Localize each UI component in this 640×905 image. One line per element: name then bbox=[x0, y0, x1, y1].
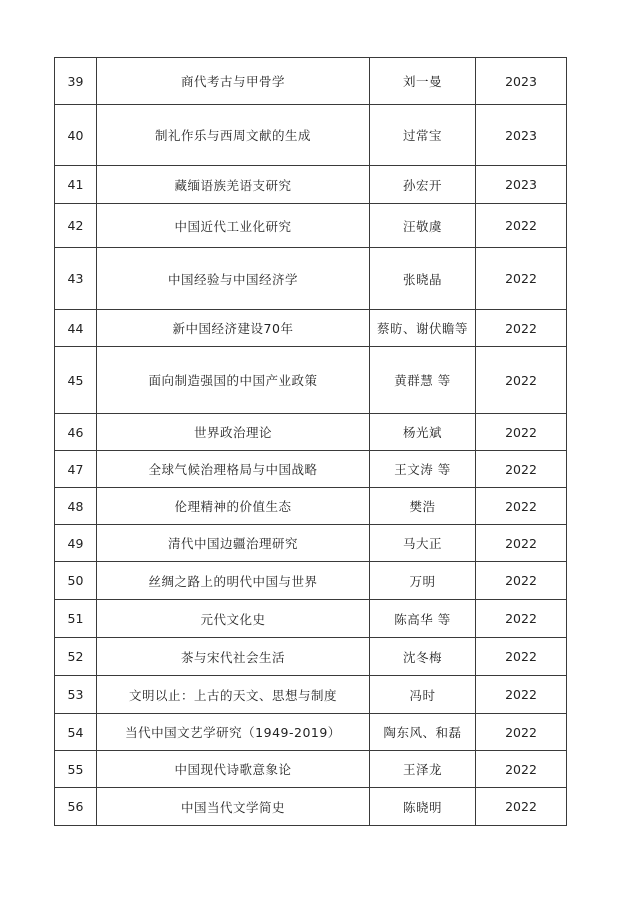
book-year: 2022 bbox=[476, 562, 567, 600]
table-row bbox=[55, 600, 567, 638]
table-row bbox=[55, 788, 567, 826]
book-title: 文明以止：上古的天文、思想与制度 bbox=[97, 676, 370, 714]
row-number: 50 bbox=[55, 562, 97, 600]
table-row bbox=[55, 310, 567, 347]
table-row bbox=[55, 347, 567, 414]
book-author: 王泽龙 bbox=[370, 751, 476, 788]
book-year: 2022 bbox=[476, 414, 567, 451]
book-year: 2022 bbox=[476, 788, 567, 826]
book-year: 2022 bbox=[476, 451, 567, 488]
book-title: 世界政治理论 bbox=[97, 414, 370, 451]
book-title: 中国现代诗歌意象论 bbox=[97, 751, 370, 788]
table-row bbox=[55, 248, 567, 310]
row-number: 54 bbox=[55, 714, 97, 751]
book-author: 张晓晶 bbox=[370, 248, 476, 310]
book-year: 2022 bbox=[476, 600, 567, 638]
row-number: 55 bbox=[55, 751, 97, 788]
table-row bbox=[55, 751, 567, 788]
book-author: 陈高华 等 bbox=[370, 600, 476, 638]
book-year: 2022 bbox=[476, 310, 567, 347]
table-row bbox=[55, 166, 567, 204]
book-author: 汪敬虞 bbox=[370, 204, 476, 248]
book-title: 面向制造强国的中国产业政策 bbox=[97, 347, 370, 414]
book-author: 万明 bbox=[370, 562, 476, 600]
book-title: 元代文化史 bbox=[97, 600, 370, 638]
book-author: 冯时 bbox=[370, 676, 476, 714]
book-year: 2022 bbox=[476, 751, 567, 788]
book-year: 2023 bbox=[476, 58, 567, 105]
book-year: 2022 bbox=[476, 638, 567, 676]
book-title: 中国近代工业化研究 bbox=[97, 204, 370, 248]
book-year: 2022 bbox=[476, 488, 567, 525]
book-title: 全球气候治理格局与中国战略 bbox=[97, 451, 370, 488]
row-number: 41 bbox=[55, 166, 97, 204]
book-author: 蔡昉、谢伏瞻等 bbox=[370, 310, 476, 347]
book-year: 2022 bbox=[476, 248, 567, 310]
book-author: 陈晓明 bbox=[370, 788, 476, 826]
book-title: 商代考古与甲骨学 bbox=[97, 58, 370, 105]
book-title: 中国经验与中国经济学 bbox=[97, 248, 370, 310]
row-number: 40 bbox=[55, 105, 97, 166]
book-year: 2023 bbox=[476, 166, 567, 204]
row-number: 42 bbox=[55, 204, 97, 248]
book-title: 新中国经济建设70年 bbox=[97, 310, 370, 347]
book-year: 2022 bbox=[476, 714, 567, 751]
table-row bbox=[55, 488, 567, 525]
book-author: 沈冬梅 bbox=[370, 638, 476, 676]
row-number: 53 bbox=[55, 676, 97, 714]
book-title: 丝绸之路上的明代中国与世界 bbox=[97, 562, 370, 600]
book-title: 当代中国文艺学研究（1949-2019） bbox=[97, 714, 370, 751]
row-number: 56 bbox=[55, 788, 97, 826]
row-number: 39 bbox=[55, 58, 97, 105]
table-row bbox=[55, 525, 567, 562]
book-year: 2022 bbox=[476, 525, 567, 562]
row-number: 49 bbox=[55, 525, 97, 562]
book-author: 杨光斌 bbox=[370, 414, 476, 451]
book-title: 制礼作乐与西周文献的生成 bbox=[97, 105, 370, 166]
table-row bbox=[55, 105, 567, 166]
book-year: 2022 bbox=[476, 204, 567, 248]
table-row bbox=[55, 58, 567, 105]
table-row bbox=[55, 414, 567, 451]
book-author: 刘一曼 bbox=[370, 58, 476, 105]
book-author: 孙宏开 bbox=[370, 166, 476, 204]
book-list-table bbox=[54, 57, 567, 826]
book-title: 伦理精神的价值生态 bbox=[97, 488, 370, 525]
row-number: 45 bbox=[55, 347, 97, 414]
book-author: 黄群慧 等 bbox=[370, 347, 476, 414]
book-author: 马大正 bbox=[370, 525, 476, 562]
book-title: 中国当代文学简史 bbox=[97, 788, 370, 826]
book-title: 茶与宋代社会生活 bbox=[97, 638, 370, 676]
table-row bbox=[55, 562, 567, 600]
book-year: 2022 bbox=[476, 347, 567, 414]
book-list-body bbox=[55, 58, 567, 826]
row-number: 47 bbox=[55, 451, 97, 488]
book-year: 2023 bbox=[476, 105, 567, 166]
row-number: 44 bbox=[55, 310, 97, 347]
book-year: 2022 bbox=[476, 676, 567, 714]
book-title: 藏缅语族羌语支研究 bbox=[97, 166, 370, 204]
row-number: 51 bbox=[55, 600, 97, 638]
table-row bbox=[55, 714, 567, 751]
table-row bbox=[55, 451, 567, 488]
row-number: 43 bbox=[55, 248, 97, 310]
row-number: 52 bbox=[55, 638, 97, 676]
table-row bbox=[55, 204, 567, 248]
book-author: 王文涛 等 bbox=[370, 451, 476, 488]
book-author: 樊浩 bbox=[370, 488, 476, 525]
book-author: 陶东风、和磊 bbox=[370, 714, 476, 751]
book-title: 清代中国边疆治理研究 bbox=[97, 525, 370, 562]
row-number: 46 bbox=[55, 414, 97, 451]
book-author: 过常宝 bbox=[370, 105, 476, 166]
table-row bbox=[55, 638, 567, 676]
table-row bbox=[55, 676, 567, 714]
row-number: 48 bbox=[55, 488, 97, 525]
